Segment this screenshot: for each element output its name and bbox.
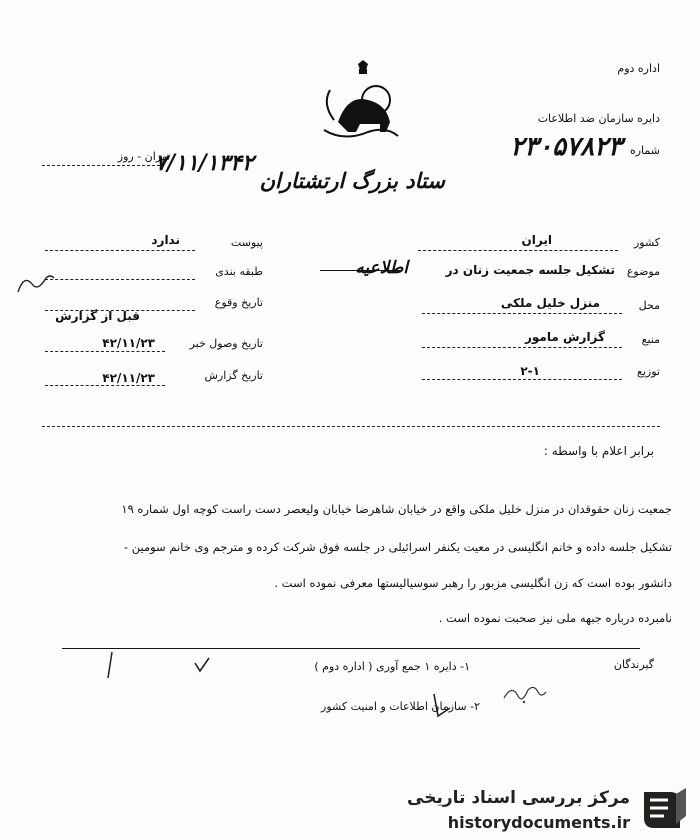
body-line-4: نامبرده درباره جبهه ملی نیز صحبت نموده است .: [438, 611, 672, 625]
margin-tick-mark: [100, 650, 120, 680]
check-mark-1: [192, 655, 212, 675]
country-label: کشور: [633, 236, 660, 249]
source-label: منبع: [641, 333, 660, 346]
country-value: ایران: [521, 233, 552, 247]
serial-label: شماره: [629, 144, 660, 157]
report-date: ۷/۱۱/۱۳۴۲: [155, 150, 254, 176]
distribution-label: توزیع: [637, 365, 660, 378]
body-line-2: تشکیل جلسه داده و خانم انگلیسی در معیت یکنفر اسرائیلی در جلسه فوق شرکت کرده و مترجم وی خانم سومین -: [123, 540, 672, 554]
sub-department: دایره سازمان ضد اطلاعات: [537, 112, 660, 125]
watermark-title: مرکز بررسی اسناد تاریخی: [407, 788, 630, 808]
receipt-date-label: تاریخ وصول خبر: [189, 337, 263, 350]
date-line: [42, 165, 160, 166]
attachment-value: ندارد: [151, 233, 180, 247]
event-date-label: تاریخ وقوع: [214, 296, 263, 309]
archive-watermark: [0, 776, 700, 838]
serial-number: ۲۳۰۵۷۸۲۳: [510, 132, 622, 162]
country-line: [418, 250, 618, 251]
archive-book-logo-icon: [636, 780, 690, 834]
report-date-label: تاریخ گزارش: [204, 369, 263, 382]
check-mark-2: [430, 690, 454, 720]
body-end-line: [62, 648, 640, 649]
recipient-2: ۲- سازمان اطلاعات و امنیت کشور: [321, 700, 480, 713]
classification-line: [45, 279, 195, 280]
event-date-value: قبل از گزارش: [55, 309, 140, 323]
subject-stamp: اطلاعیه: [355, 258, 408, 278]
distribution-line: [422, 379, 622, 380]
subject-stamp-line: [320, 270, 400, 271]
section-divider: [42, 426, 660, 427]
lion-and-sun-emblem-icon: [318, 60, 408, 150]
report-date-line: [45, 385, 165, 386]
attachment-line: [45, 250, 195, 251]
watermark-url: historydocuments.ir: [447, 813, 630, 832]
recipient-1: ۱- دایره ۱ جمع آوری ( اداره دوم ): [314, 660, 470, 673]
org-title: ستاد بزرگ ارتشتاران: [259, 168, 445, 193]
location-value: منزل خلیل ملکی: [500, 296, 600, 310]
attachment-label: پیوست: [230, 236, 263, 249]
distribution-value: ۲-۱: [520, 364, 540, 378]
report-date-value: ۴۲/۱۱/۲۳: [102, 371, 155, 385]
location-line: [422, 313, 622, 314]
classification-label: طبقه بندی: [215, 265, 263, 278]
subject-value: تشکیل جلسه جمعیت زنان در: [445, 263, 615, 277]
recipients-label: گیرندگان: [613, 658, 654, 671]
initials-scribble: [500, 680, 550, 706]
source-value: گزارش مامور: [525, 330, 605, 344]
location-label: محل: [638, 299, 660, 312]
subject-label: موضوع: [626, 265, 660, 278]
city-date-label: تهران - روز: [117, 150, 170, 163]
salutation: برابر اعلام با واسطه :: [543, 444, 654, 458]
body-line-3: دانشور بوده است که زن انگلیسی مزبور را رهبر سوسیالیستها معرفی نموده است .: [274, 576, 672, 590]
receipt-date-line: [45, 351, 165, 352]
department: اداره دوم: [617, 62, 660, 75]
body-line-1: جمعیت زنان حقوقدان در منزل خلیل ملکی واقع در خیابان شاهرضا خیابان ولیعصر دست راست کوچه اول شماره ۱۹: [121, 502, 672, 516]
pen-scribble-mark: [16, 270, 56, 298]
source-line: [422, 347, 622, 348]
receipt-date-value: ۴۲/۱۱/۲۳: [102, 336, 155, 350]
